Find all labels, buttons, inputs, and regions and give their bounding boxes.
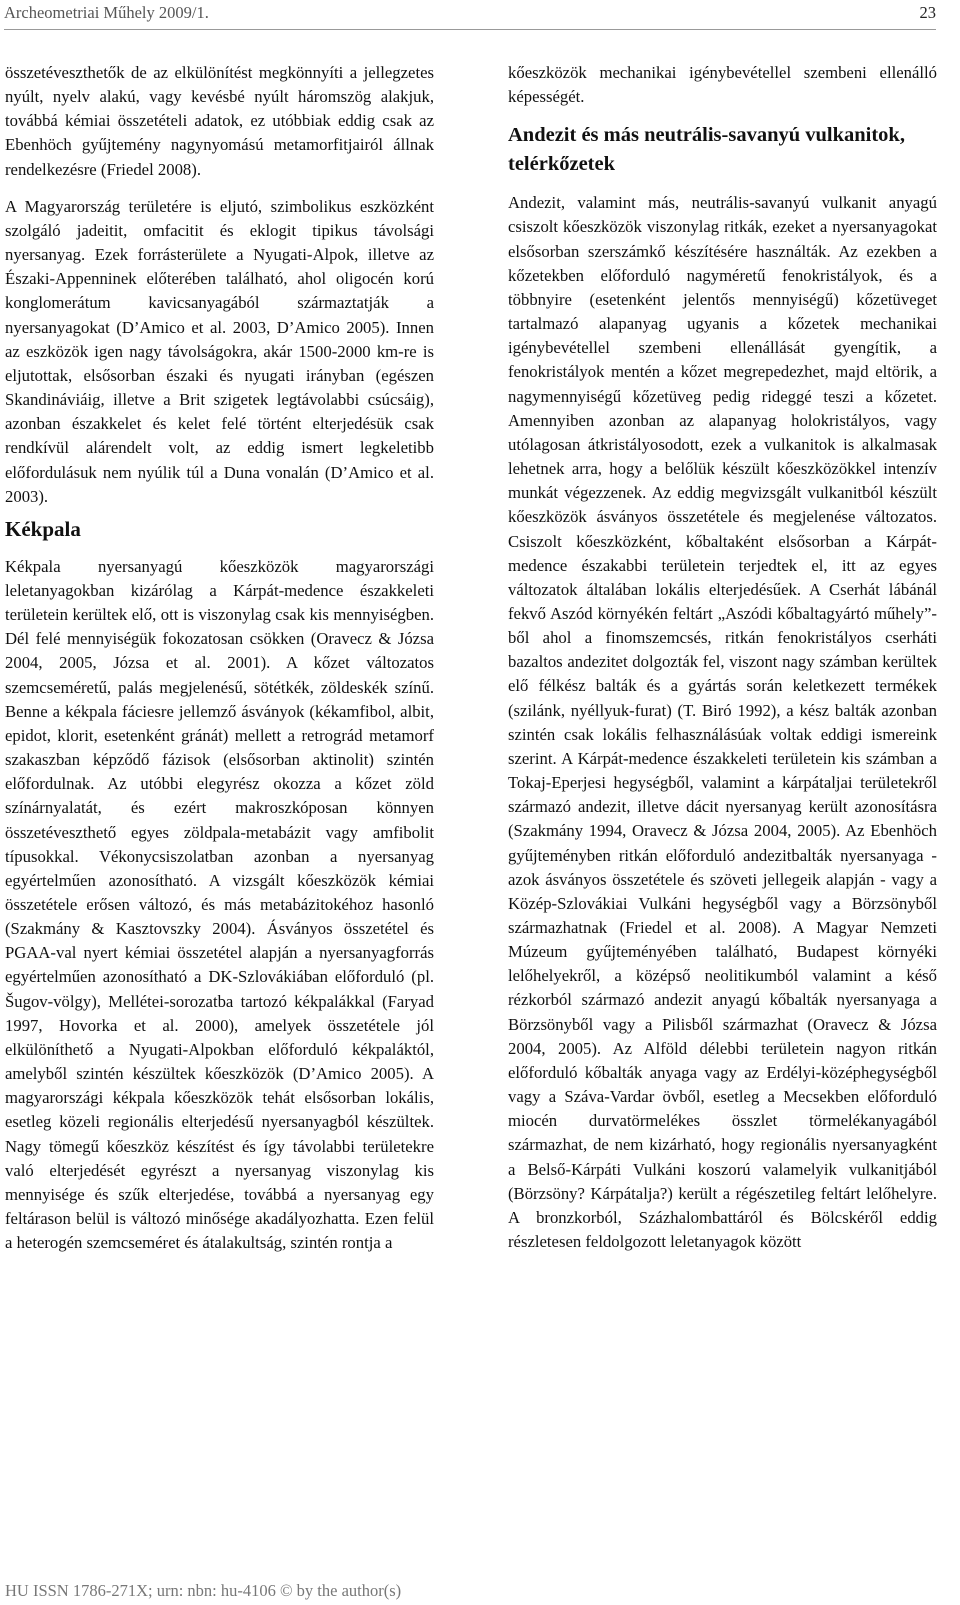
header-rule: [4, 29, 936, 30]
paragraph: A Magyarország területére is eljutó, szimbolikus eszközként szolgáló jadeitit, omfacitit és eklogit tipikus távolsági nyersanyag. Ezek forrásterülete a Nyugati-Alpok, illetve az Északi-Appenninek előterében található, ahol oligocén korú konglomerátum kavicsanyagából származtatják a nyersanyagokat (D’Amico et al. 2003, D’Amico 2005). Innen az eszközök igen nagy távolságokra, akár 1500-2000 km-re is eljutottak, elsősorban északi és nyugati irányban (egészen Skandináviáig, illetve a Brit szigetek legtávolabbi csúcsáig), azonban északkelet és kelet felé történt elterjedésük csak rendkívül alárendelt volt, az eddig ismert legkeletibb előfordulásuk nem nyúlik túl a Duna vonalán (D’Amico et al. 2003).: [5, 196, 434, 506]
left-column: [5, 61, 434, 1255]
page-number: 23: [919, 3, 936, 22]
page-header: [4, 0, 936, 28]
paragraph: összetéveszthetők de az elkülönítést megkönnyíti a jellegzetes nyúlt, nyelv alakú, vagy kevésbé nyúlt háromszög alakjuk, továbbá kémiai összetételi adatok, ez utóbbiak eddig csak az Ebenhöch gyűjtemény nagynyomású metamorfitjairól állnak rendelkezésre (Friedel 2008).: [5, 63, 434, 179]
section-heading-kekpala: Kékpala: [5, 516, 81, 541]
footer-issn: HU ISSN 1786-271X; urn: nbn: hu-4106 © by the author(s): [5, 1581, 402, 1600]
section-heading-andezit: Andezit és más neutrális-savanyú vulkanitok, telérkőzetek: [508, 124, 905, 176]
journal-title: Archeometriai Műhely 2009/1.: [4, 3, 209, 22]
right-column: [508, 61, 937, 1254]
paragraph: kőeszközök mechanikai igénybevétellel szembeni ellenálló képességét.: [508, 63, 937, 107]
paragraph: Kékpala nyersanyagú kőeszközök magyarországi leletanyagokban kizárólag a Kárpát-medence északkeleti területein kerültek elő, ott is viszonylag csak kis mennyiségben. Dél felé mennyiségük fokozatosan csökken (Oravecz & Józsa 2004, 2005, Józsa et al. 2001). A kőzet változatos szemcseméretű, palás megjelenésű, sötétkék, zöldeskék színű. Benne a kékpala fáciesre jellemző ásványok (kékamfibol, albit, epidot, klorit, esetenként gránát) mellett a retrográd metamorf szakaszban képződő fázisok (elsősorban aktinolit) szintén előfordulnak. Az utóbbi elegyrész okozza a kőzet zöld színárnyalatát, és ezért makroszkóposan könnyen összetéveszthető egyes zöldpala-metabázit vagy amfibolit típusokkal. Vékonycsiszolatban azonban a nyersanyag egyértelműen azonosítható. A vizsgált kőeszközök kémiai összetétele erősen változó, és más metabázitokéhoz hasonló (Szakmány & Kasztovszky 2004). Ásványos összetétel és PGAA-val nyert kémiai összetétel alapján a nyersanyagforrás egyértelműen azonosítható a DK-Szlovákiában előforduló (pl. Šugov-völgy), Mellétei-sorozatba tartozó kékpalákkal (Faryad 1997, Hovorka et al. 2000), amelyek összetétele jól elkülöníthető a Nyugati-Alpokban előforduló kékpaláktól, amelyből szintén készültek kőeszközök (D’Amico 2005). A magyarországi kékpala kőeszközök tehát elsősorban lokális, esetleg közeli regionális elterjedésű nyersanyagból készültek. Nagy tömegű kőeszköz készítést és így távolabbi területekre való elterjedését egyrészt a nyersanyag viszonylag kis mennyisége és szűk elterjedése, továbbá a nyersanyag egy feltárason belül is változó minősége akadályozhatta. Ezen felül a heterogén szemcseméret és átalakultság, szintén rontja a: [5, 556, 434, 1253]
paragraph: Andezit, valamint más, neutrális-savanyú vulkanit anyagú csiszolt kőeszközök viszonylag ritkák, ezeket a nyersanyagokat elsősorban szerszámkő készítésére használták. Az ezekben a kőzetekben előforduló nagyméretű fenokristályok, és a többnyire (esetenként jelentős mennyiségű) kőzetüveget tartalmazó alapanyag ugyanis a kőzetek mechanikai igénybevétellel szembeni ellenállását gyengítik, a fenokristályok mentén a kőzet megrepedezhet, majd eltörik, a nagymennyiségű kőzetüveg pedig rideggé teszi a kőzetet. Amennyiben azonban az alapanyag holokristályos, vagy utólagosan átkristályosodott, ezek a vulkanitok is alkalmasak lehetnek arra, hogy a belőlük készült kőeszközökkel intenzív munkát végezzenek. Az eddig megvizsgált vulkanitból készült kőeszközök ásványos összetétele és megjelenése változatos. Csiszolt kőeszközként, kőbaltaként elsősorban a Kárpát-medence északabbi területein terjedtek el, itt az egyes változatok általában lokális elterjedésűek. A Cserhát lábánál fekvő Aszód környékén feltárt „Aszódi kőbaltagyártó műhely”-ből ahol a finomszemcsés, ritkán fenokristályos cserháti bazaltos andezitet dolgozták fel, viszont nagy számban kerültek elő félkész balták és a gyártás során keletkezett termékek (szilánk, nyéllyuk-furat) (T. Biró 1992), a kész balták azonban szintén csak lokális felhasználásúak voltak eddigi ismereink szerint. A Kárpát-medence északkeleti területein kis számban a Tokaj-Eperjesi hegységből, valamint a kárpátaljai területekről származó andezit, illetve dácit nyersanyag került azonosításra (Szakmány 1994, Oravecz & Józsa 2004, 2005). Az Ebenhöch gyűjteményben ritkán előforduló andezitbalták nyersanyaga - azok ásványos összetétele és szöveti jellegeik alapján - vagy a Közép-Szlovákiai Vulkáni hegységből vagy a Börzsönyből származhatnak (Friedel et al. 2008). A Magyar Nemzeti Múzeum gyűjteményében található, Budapest környéki lelőhelyekről, a középső neolitikumból valamint a késő rézkorból származó andezit anyagú kőbalták nyersanyaga a Börzsönyből vagy a Pilisből származhat (Oravecz & Józsa 2004, 2005). Az Alföld délebbi területein nagyon ritkán előforduló kőbalták anyaga vagy az Erdélyi-középhegységből vagy a Száva-Vardar övből, esetleg a Mecsekben előforduló miocén durvatörmelékes összlet törmelékanyagából származhat, de nem kizárható, hogy regionális nyersanyagként a Belső-Kárpáti Vulkáni koszorú valamelyik vulkanitjából (Börzsöny? Kárpátalja?) került a régészetileg feltárt lelőhelyre. A bronzkorból, Százhalombattáról és Bölcskéről eddig részletesen feldolgozott leletanyagok között: [508, 193, 937, 1252]
